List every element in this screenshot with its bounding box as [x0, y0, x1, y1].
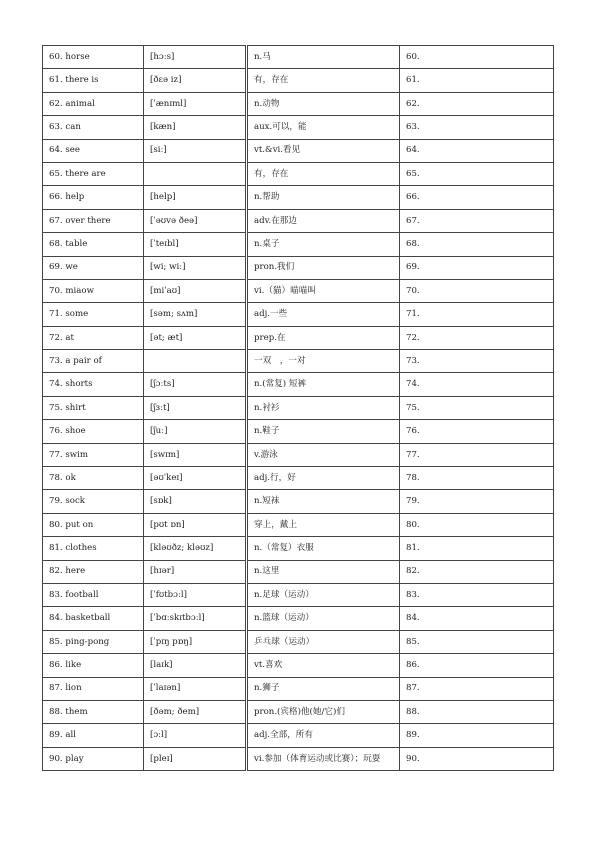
word-cell: 71. some	[43, 303, 144, 326]
answer-blank-cell: 78.	[400, 467, 554, 490]
meaning-cell: vi.（猫）喵喵叫	[247, 279, 400, 302]
table-row	[43, 747, 554, 770]
word-cell: 78. ok	[43, 467, 144, 490]
answer-blank-cell: 90.	[400, 747, 554, 770]
table-row	[43, 537, 554, 560]
word-cell: 70. miaow	[43, 279, 144, 302]
word-cell: 69. we	[43, 256, 144, 279]
meaning-cell: n.桌子	[247, 233, 400, 256]
meaning-cell: vt.&vi.看见	[247, 139, 400, 162]
word-cell: 73. a pair of	[43, 350, 144, 373]
meaning-cell: 穿上，戴上	[247, 513, 400, 536]
phonetic-cell: [səm; sʌm]	[144, 303, 247, 326]
vocabulary-table-body	[43, 46, 554, 771]
word-cell: 88. them	[43, 700, 144, 723]
table-row	[43, 279, 554, 302]
answer-blank-cell: 64.	[400, 139, 554, 162]
table-row	[43, 303, 554, 326]
phonetic-cell	[144, 162, 247, 185]
answer-blank-cell: 73.	[400, 350, 554, 373]
word-cell: 80. put on	[43, 513, 144, 536]
phonetic-cell: [əʊˈkeɪ]	[144, 467, 247, 490]
phonetic-cell: [pleɪ]	[144, 747, 247, 770]
meaning-cell: 有，存在	[247, 162, 400, 185]
table-row	[43, 233, 554, 256]
vocabulary-table	[42, 45, 554, 771]
table-row	[43, 46, 554, 69]
word-cell: 85. ping-pong	[43, 630, 144, 653]
answer-blank-cell: 87.	[400, 677, 554, 700]
word-cell: 60. horse	[43, 46, 144, 69]
table-row	[43, 700, 554, 723]
phonetic-cell: [sɒk]	[144, 490, 247, 513]
meaning-cell: n.(常复) 短裤	[247, 373, 400, 396]
table-row	[43, 256, 554, 279]
meaning-cell: n.足球（运动）	[247, 583, 400, 606]
meaning-cell: 有，存在	[247, 69, 400, 92]
table-row	[43, 116, 554, 139]
answer-blank-cell: 63.	[400, 116, 554, 139]
answer-blank-cell: 74.	[400, 373, 554, 396]
phonetic-cell: [miˈaʊ]	[144, 279, 247, 302]
answer-blank-cell: 62.	[400, 92, 554, 115]
meaning-cell: vt.喜欢	[247, 654, 400, 677]
meaning-cell: pron.(宾格)他(她/它)们	[247, 700, 400, 723]
meaning-cell: n.这里	[247, 560, 400, 583]
meaning-cell: vi.参加（体育运动或比赛）；玩耍	[247, 747, 400, 770]
phonetic-cell: [ɔːl]	[144, 724, 247, 747]
meaning-cell: n.马	[247, 46, 400, 69]
word-cell: 75. shirt	[43, 396, 144, 419]
answer-blank-cell: 83.	[400, 583, 554, 606]
word-cell: 77. swim	[43, 443, 144, 466]
answer-blank-cell: 71.	[400, 303, 554, 326]
answer-blank-cell: 69.	[400, 256, 554, 279]
answer-blank-cell: 85.	[400, 630, 554, 653]
meaning-cell: 一双 ，一对	[247, 350, 400, 373]
answer-blank-cell: 68.	[400, 233, 554, 256]
table-row	[43, 630, 554, 653]
answer-blank-cell: 66.	[400, 186, 554, 209]
word-cell: 63. can	[43, 116, 144, 139]
table-row	[43, 583, 554, 606]
meaning-cell: n.帮助	[247, 186, 400, 209]
word-cell: 79. sock	[43, 490, 144, 513]
word-cell: 86. like	[43, 654, 144, 677]
meaning-cell: n.短袜	[247, 490, 400, 513]
phonetic-cell: [siː]	[144, 139, 247, 162]
answer-blank-cell: 70.	[400, 279, 554, 302]
table-row	[43, 467, 554, 490]
answer-blank-cell: 67.	[400, 209, 554, 232]
meaning-cell: adj.行，好	[247, 467, 400, 490]
phonetic-cell: [ʃɔːts]	[144, 373, 247, 396]
meaning-cell: n.篮球（运动）	[247, 607, 400, 630]
phonetic-cell: [ˈəʊvə ðeə]	[144, 209, 247, 232]
phonetic-cell: [ˈpɪŋ pɒŋ]	[144, 630, 247, 653]
phonetic-cell: [hɪər]	[144, 560, 247, 583]
phonetic-cell: [ˈbɑːskɪtbɔːl]	[144, 607, 247, 630]
table-row	[43, 326, 554, 349]
table-row	[43, 443, 554, 466]
answer-blank-cell: 65.	[400, 162, 554, 185]
answer-blank-cell: 72.	[400, 326, 554, 349]
table-row	[43, 420, 554, 443]
phonetic-cell: [ˈænɪml]	[144, 92, 247, 115]
meaning-cell: adj.一些	[247, 303, 400, 326]
table-row	[43, 69, 554, 92]
answer-blank-cell: 82.	[400, 560, 554, 583]
word-cell: 81. clothes	[43, 537, 144, 560]
phonetic-cell: [ˈlaɪən]	[144, 677, 247, 700]
word-cell: 83. football	[43, 583, 144, 606]
meaning-cell: v.游泳	[247, 443, 400, 466]
table-row	[43, 677, 554, 700]
phonetic-cell: [swɪm]	[144, 443, 247, 466]
answer-blank-cell: 75.	[400, 396, 554, 419]
word-cell: 61. there is	[43, 69, 144, 92]
word-cell: 62. animal	[43, 92, 144, 115]
meaning-cell: pron.我们	[247, 256, 400, 279]
phonetic-cell: [wi; wiː]	[144, 256, 247, 279]
phonetic-cell: [hɔːs]	[144, 46, 247, 69]
meaning-cell: n.鞋子	[247, 420, 400, 443]
word-cell: 66. help	[43, 186, 144, 209]
phonetic-cell: [ˈteɪbl]	[144, 233, 247, 256]
word-cell: 74. shorts	[43, 373, 144, 396]
meaning-cell: aux.可以，能	[247, 116, 400, 139]
answer-blank-cell: 89.	[400, 724, 554, 747]
meaning-cell: adj.全部，所有	[247, 724, 400, 747]
meaning-cell: adv.在那边	[247, 209, 400, 232]
phonetic-cell: [ðεə iz]	[144, 69, 247, 92]
phonetic-cell: [ʃuː]	[144, 420, 247, 443]
table-row	[43, 490, 554, 513]
word-cell: 84. basketball	[43, 607, 144, 630]
word-cell: 72. at	[43, 326, 144, 349]
answer-blank-cell: 76.	[400, 420, 554, 443]
meaning-cell: prep.在	[247, 326, 400, 349]
word-cell: 67. over there	[43, 209, 144, 232]
answer-blank-cell: 61.	[400, 69, 554, 92]
answer-blank-cell: 79.	[400, 490, 554, 513]
table-row	[43, 560, 554, 583]
table-row	[43, 139, 554, 162]
table-row	[43, 513, 554, 536]
answer-blank-cell: 77.	[400, 443, 554, 466]
answer-blank-cell: 60.	[400, 46, 554, 69]
word-cell: 90. play	[43, 747, 144, 770]
answer-blank-cell: 84.	[400, 607, 554, 630]
word-cell: 76. shoe	[43, 420, 144, 443]
meaning-cell: n.动物	[247, 92, 400, 115]
table-row	[43, 396, 554, 419]
phonetic-cell: [ət; æt]	[144, 326, 247, 349]
meaning-cell: n.衬衫	[247, 396, 400, 419]
table-row	[43, 162, 554, 185]
word-cell: 89. all	[43, 724, 144, 747]
phonetic-cell: [help]	[144, 186, 247, 209]
table-row	[43, 186, 554, 209]
table-row	[43, 654, 554, 677]
meaning-cell: n.（常复）衣服	[247, 537, 400, 560]
table-row	[43, 209, 554, 232]
word-cell: 82. here	[43, 560, 144, 583]
word-cell: 68. table	[43, 233, 144, 256]
answer-blank-cell: 88.	[400, 700, 554, 723]
word-cell: 87. lion	[43, 677, 144, 700]
answer-blank-cell: 80.	[400, 513, 554, 536]
phonetic-cell: [ʃɜːt]	[144, 396, 247, 419]
table-row	[43, 92, 554, 115]
answer-blank-cell: 86.	[400, 654, 554, 677]
phonetic-cell: [ˈfʊtbɔːl]	[144, 583, 247, 606]
phonetic-cell: [ðəm; ðem]	[144, 700, 247, 723]
meaning-cell: 乒乓球（运动）	[247, 630, 400, 653]
phonetic-cell	[144, 350, 247, 373]
phonetic-cell: [pʊt ɒn]	[144, 513, 247, 536]
phonetic-cell: [kləʊðz; kləʊz]	[144, 537, 247, 560]
table-row	[43, 724, 554, 747]
table-row	[43, 373, 554, 396]
word-cell: 65. there are	[43, 162, 144, 185]
phonetic-cell: [kæn]	[144, 116, 247, 139]
phonetic-cell: [laɪk]	[144, 654, 247, 677]
answer-blank-cell: 81.	[400, 537, 554, 560]
meaning-cell: n.狮子	[247, 677, 400, 700]
table-row	[43, 350, 554, 373]
word-cell: 64. see	[43, 139, 144, 162]
table-row	[43, 607, 554, 630]
